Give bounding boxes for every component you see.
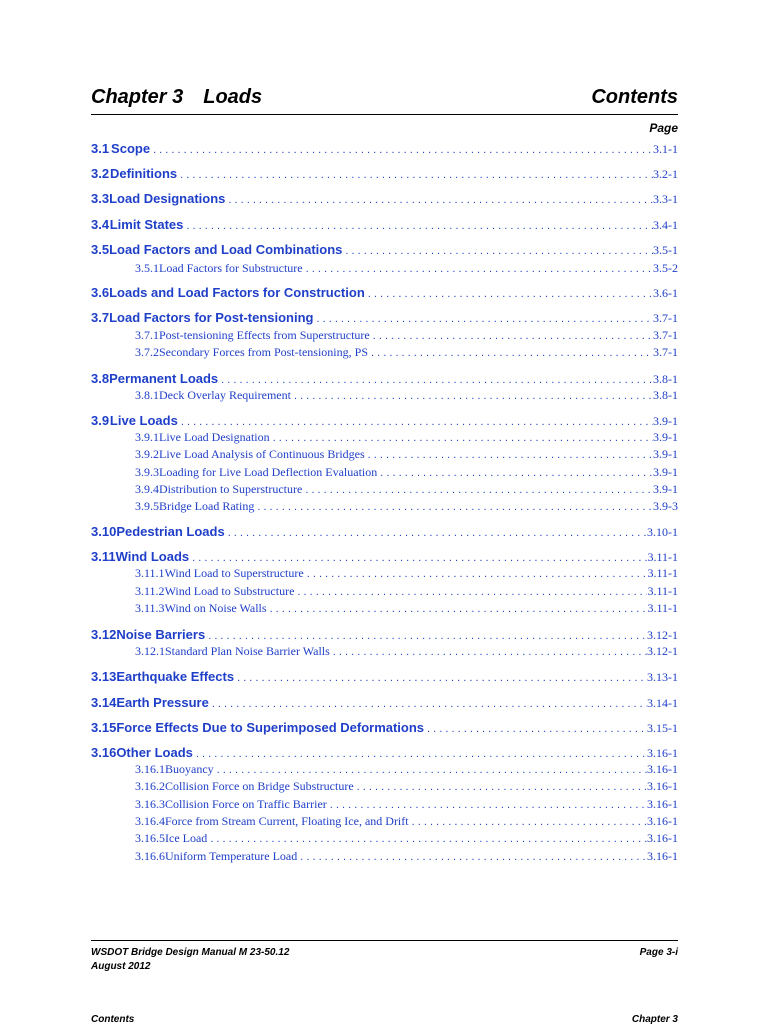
toc-subsection-entry[interactable] bbox=[91, 601, 678, 616]
toc-entry-number: 3.9.5 bbox=[135, 499, 159, 513]
dot-leader bbox=[177, 169, 653, 181]
dot-leader bbox=[297, 851, 647, 863]
toc-subsection-entry[interactable] bbox=[91, 388, 678, 403]
toc-entry-title: Force Effects Due to Superimposed Deformations bbox=[116, 720, 425, 735]
page-header bbox=[91, 86, 678, 112]
toc-entry-number: 3.15 bbox=[91, 720, 117, 735]
toc-subsection-entry[interactable] bbox=[91, 762, 678, 777]
dot-leader bbox=[183, 220, 653, 232]
toc-subsection-entry[interactable] bbox=[91, 465, 678, 480]
toc-entry-page: 3.3-1 bbox=[653, 192, 678, 206]
toc-entry-page: 3.11-1 bbox=[647, 550, 678, 564]
dot-leader bbox=[377, 467, 653, 479]
dot-leader bbox=[354, 781, 647, 793]
dot-leader bbox=[218, 374, 653, 386]
toc-section-entry[interactable] bbox=[91, 141, 678, 157]
toc-entry-title: Load Factors for Substructure bbox=[159, 261, 303, 275]
toc-entry-page: 3.16-1 bbox=[647, 814, 678, 828]
toc-entry-title: Loading for Live Load Deflection Evaluation bbox=[159, 465, 378, 479]
toc-entry-title: Limit States bbox=[109, 217, 184, 232]
toc-entry-number: 3.6 bbox=[91, 285, 110, 300]
toc-entry-title: Post-tensioning Effects from Superstructure bbox=[159, 328, 370, 342]
dot-leader bbox=[303, 263, 653, 275]
toc-entry-page: 3.2-1 bbox=[653, 167, 678, 181]
toc-entry-title: Uniform Temperature Load bbox=[165, 849, 298, 863]
toc-entry-page: 3.9-1 bbox=[653, 430, 678, 444]
footer-date: August 2012 bbox=[91, 961, 151, 972]
toc-subsection-entry[interactable] bbox=[91, 328, 678, 343]
dot-leader bbox=[254, 501, 653, 513]
page-column-label: Page bbox=[649, 121, 678, 135]
dot-leader bbox=[205, 630, 647, 642]
toc-subsection-entry[interactable] bbox=[91, 584, 678, 599]
contents-heading: Contents bbox=[591, 86, 678, 108]
toc-entry-title: Definitions bbox=[109, 166, 178, 181]
toc-entry-number: 3.11 bbox=[91, 549, 116, 564]
toc-subsection-entry[interactable] bbox=[91, 430, 678, 445]
toc-entry-title: Live Load Analysis of Continuous Bridges bbox=[159, 447, 365, 461]
dot-leader bbox=[424, 723, 647, 735]
toc-entry-title: Collision Force on Traffic Barrier bbox=[165, 797, 327, 811]
footer-page-number: Page 3-i bbox=[639, 947, 678, 958]
toc-entry-number: 3.16.4 bbox=[135, 814, 165, 828]
toc-section-entry[interactable] bbox=[91, 191, 678, 207]
dot-leader bbox=[189, 552, 647, 564]
toc-subsection-entry[interactable] bbox=[91, 849, 678, 864]
toc-entry-title: Scope bbox=[111, 141, 151, 156]
toc-entry-page: 3.16-1 bbox=[647, 779, 678, 793]
toc-section-entry[interactable] bbox=[91, 166, 678, 182]
dot-leader bbox=[209, 698, 647, 710]
toc-entry-title: Load Factors for Post-tensioning bbox=[109, 310, 314, 325]
toc-entry-number: 3.11.2 bbox=[135, 584, 165, 598]
toc-entry-title: Standard Plan Noise Barrier Walls bbox=[165, 644, 330, 658]
footer-manual: WSDOT Bridge Design Manual M 23-50.12 bbox=[91, 947, 290, 958]
toc-entry-page: 3.16-1 bbox=[647, 831, 678, 845]
toc-entry-page: 3.9-1 bbox=[653, 482, 678, 496]
toc-section-entry[interactable] bbox=[91, 669, 678, 685]
dot-leader bbox=[207, 833, 647, 845]
toc-entry-number: 3.14 bbox=[91, 695, 117, 710]
toc-entry-title: Loads and Load Factors for Construction bbox=[109, 285, 365, 300]
toc-entry-title: Noise Barriers bbox=[116, 627, 206, 642]
toc-entry-title: Other Loads bbox=[116, 745, 193, 760]
toc-entry-number: 3.9 bbox=[91, 413, 110, 428]
toc-section-entry[interactable] bbox=[91, 745, 678, 761]
toc-entry-number: 3.5.1 bbox=[135, 261, 159, 275]
toc-entry-page: 3.6-1 bbox=[653, 286, 678, 300]
toc-entry-page: 3.7-1 bbox=[653, 345, 678, 359]
toc-subsection-entry[interactable] bbox=[91, 447, 678, 462]
toc-entry-title: Live Loads bbox=[109, 413, 178, 428]
toc-entry-title: Distribution to Superstructure bbox=[159, 482, 303, 496]
toc-entry-page: 3.14-1 bbox=[647, 696, 678, 710]
toc-section-entry[interactable] bbox=[91, 627, 678, 643]
toc-entry-page: 3.16-1 bbox=[647, 797, 678, 811]
toc-entry-number: 3.9.3 bbox=[135, 465, 159, 479]
dot-leader bbox=[342, 245, 653, 257]
toc-subsection-entry[interactable] bbox=[91, 831, 678, 846]
toc-entry-number: 3.16.1 bbox=[135, 762, 165, 776]
toc-entry-number: 3.7 bbox=[91, 310, 110, 325]
footer-rule bbox=[91, 940, 678, 941]
chapter-title: Loads bbox=[203, 86, 263, 108]
toc-entry-number: 3.12 bbox=[91, 627, 117, 642]
dot-leader bbox=[330, 646, 647, 658]
toc-entry-title: Force from Stream Current, Floating Ice, and Drift bbox=[165, 814, 409, 828]
toc-subsection-entry[interactable] bbox=[91, 644, 678, 659]
dot-leader bbox=[368, 347, 653, 359]
toc-entry-number: 3.10 bbox=[91, 524, 117, 539]
toc-entry-page: 3.9-1 bbox=[653, 447, 678, 461]
dot-leader bbox=[313, 313, 653, 325]
toc-entry-page: 3.9-3 bbox=[653, 499, 678, 513]
footer-bottom-left: Contents bbox=[91, 1014, 135, 1025]
toc-subsection-entry[interactable] bbox=[91, 345, 678, 360]
toc-entry-number: 3.1 bbox=[91, 141, 110, 156]
dot-leader bbox=[225, 527, 647, 539]
toc-entry-number: 3.8.1 bbox=[135, 388, 159, 402]
toc-entry-title: Load Factors and Load Combinations bbox=[109, 242, 343, 257]
toc-entry-number: 3.16.3 bbox=[135, 797, 165, 811]
toc-entry-number: 3.13 bbox=[91, 669, 117, 684]
toc-entry-title: Bridge Load Rating bbox=[159, 499, 255, 513]
toc-entry-number: 3.12.1 bbox=[135, 644, 165, 658]
toc-entry-number: 3.9.1 bbox=[135, 430, 159, 444]
dot-leader bbox=[304, 568, 648, 580]
toc-entry-title: Earthquake Effects bbox=[116, 669, 235, 684]
toc-entry-page: 3.8-1 bbox=[653, 372, 678, 386]
toc-entry-page: 3.8-1 bbox=[653, 388, 678, 402]
toc-subsection-entry[interactable] bbox=[91, 797, 678, 812]
chapter-number: Chapter 3 bbox=[91, 86, 184, 108]
toc-entry-number: 3.9.2 bbox=[135, 447, 159, 461]
toc-entry-page: 3.7-1 bbox=[653, 328, 678, 342]
toc-entry-number: 3.8 bbox=[91, 371, 110, 386]
dot-leader bbox=[150, 144, 653, 156]
toc-entry-number: 3.7.1 bbox=[135, 328, 159, 342]
dot-leader bbox=[365, 449, 653, 461]
dot-leader bbox=[193, 748, 647, 760]
toc-entry-title: Deck Overlay Requirement bbox=[159, 388, 291, 402]
toc-entry-page: 3.15-1 bbox=[647, 721, 678, 735]
dot-leader bbox=[267, 603, 648, 615]
dot-leader bbox=[270, 432, 653, 444]
dot-leader bbox=[302, 484, 653, 496]
toc-entry-title: Wind on Noise Walls bbox=[164, 601, 267, 615]
toc-entry-number: 3.16.2 bbox=[135, 779, 165, 793]
toc-section-entry[interactable] bbox=[91, 524, 678, 540]
toc-entry-title: Live Load Designation bbox=[159, 430, 270, 444]
toc-entry-number: 3.7.2 bbox=[135, 345, 159, 359]
toc-entry-page: 3.11-1 bbox=[647, 566, 678, 580]
toc-section-entry[interactable] bbox=[91, 217, 678, 233]
toc-entry-page: 3.5-2 bbox=[653, 261, 678, 275]
toc-entry-number: 3.16.6 bbox=[135, 849, 165, 863]
toc-section-entry[interactable] bbox=[91, 695, 678, 711]
toc-entry-title: Wind Load to Substructure bbox=[164, 584, 295, 598]
toc-subsection-entry[interactable] bbox=[91, 499, 678, 514]
dot-leader bbox=[370, 330, 653, 342]
toc-entry-page: 3.16-1 bbox=[647, 849, 678, 863]
toc-section-entry[interactable] bbox=[91, 242, 678, 258]
toc-entry-page: 3.10-1 bbox=[647, 525, 678, 539]
toc-entry-title: Secondary Forces from Post-tensioning, PS bbox=[159, 345, 368, 359]
toc-entry-page: 3.9-1 bbox=[653, 414, 678, 428]
toc-entry-title: Collision Force on Bridge Substructure bbox=[165, 779, 354, 793]
dot-leader bbox=[409, 816, 647, 828]
footer-bottom-right: Chapter 3 bbox=[631, 1014, 678, 1025]
toc-subsection-entry[interactable] bbox=[91, 482, 678, 497]
toc-section-entry[interactable] bbox=[91, 371, 678, 387]
dot-leader bbox=[234, 672, 647, 684]
dot-leader bbox=[327, 799, 647, 811]
toc-entry-page: 3.11-1 bbox=[647, 584, 678, 598]
dot-leader bbox=[214, 764, 647, 776]
toc-entry-number: 3.16 bbox=[91, 745, 117, 760]
header-rule bbox=[91, 114, 678, 115]
toc-entry-title: Buoyancy bbox=[165, 762, 214, 776]
dot-leader bbox=[294, 586, 647, 598]
toc-section-entry[interactable] bbox=[91, 549, 678, 565]
toc-entry-title: Pedestrian Loads bbox=[116, 524, 225, 539]
toc-entry-number: 3.2 bbox=[91, 166, 110, 181]
toc-entry-title: Earth Pressure bbox=[116, 695, 209, 710]
toc-entry-title: Load Designations bbox=[109, 191, 226, 206]
toc-section-entry[interactable] bbox=[91, 720, 678, 736]
toc-entry-number: 3.4 bbox=[91, 217, 110, 232]
toc-section-entry[interactable] bbox=[91, 285, 678, 301]
toc-entry-page: 3.9-1 bbox=[653, 465, 678, 479]
toc-entry-title: Ice Load bbox=[165, 831, 208, 845]
toc-entry-page: 3.5-1 bbox=[653, 243, 678, 257]
toc-entry-page: 3.1-1 bbox=[653, 142, 678, 156]
toc-entry-number: 3.11.3 bbox=[135, 601, 165, 615]
toc-entry-number: 3.5 bbox=[91, 242, 110, 257]
dot-leader bbox=[365, 288, 653, 300]
toc-subsection-entry[interactable] bbox=[91, 261, 678, 276]
toc-section-entry[interactable] bbox=[91, 310, 678, 326]
toc-entry-page: 3.16-1 bbox=[647, 746, 678, 760]
toc-subsection-entry[interactable] bbox=[91, 779, 678, 794]
toc-entry-page: 3.16-1 bbox=[647, 762, 678, 776]
dot-leader bbox=[178, 416, 653, 428]
toc-entry-page: 3.4-1 bbox=[653, 218, 678, 232]
toc-entry-number: 3.11.1 bbox=[135, 566, 165, 580]
toc-section-entry[interactable] bbox=[91, 413, 678, 429]
toc-entry-number: 3.16.5 bbox=[135, 831, 165, 845]
toc-entry-page: 3.7-1 bbox=[653, 311, 678, 325]
toc-entry-page: 3.13-1 bbox=[647, 670, 678, 684]
toc-entry-page: 3.12-1 bbox=[647, 644, 678, 658]
chapter-heading bbox=[91, 86, 262, 109]
toc-entry-page: 3.11-1 bbox=[647, 601, 678, 615]
toc-entry-page: 3.12-1 bbox=[647, 628, 678, 642]
toc-entry-title: Wind Load to Superstructure bbox=[164, 566, 304, 580]
toc-entry-title: Permanent Loads bbox=[109, 371, 219, 386]
toc-entry-title: Wind Loads bbox=[115, 549, 190, 564]
toc-subsection-entry[interactable] bbox=[91, 814, 678, 829]
toc-entry-number: 3.9.4 bbox=[135, 482, 159, 496]
toc-entry-number: 3.3 bbox=[91, 191, 110, 206]
dot-leader bbox=[291, 390, 653, 402]
dot-leader bbox=[225, 194, 653, 206]
toc-subsection-entry[interactable] bbox=[91, 566, 678, 581]
